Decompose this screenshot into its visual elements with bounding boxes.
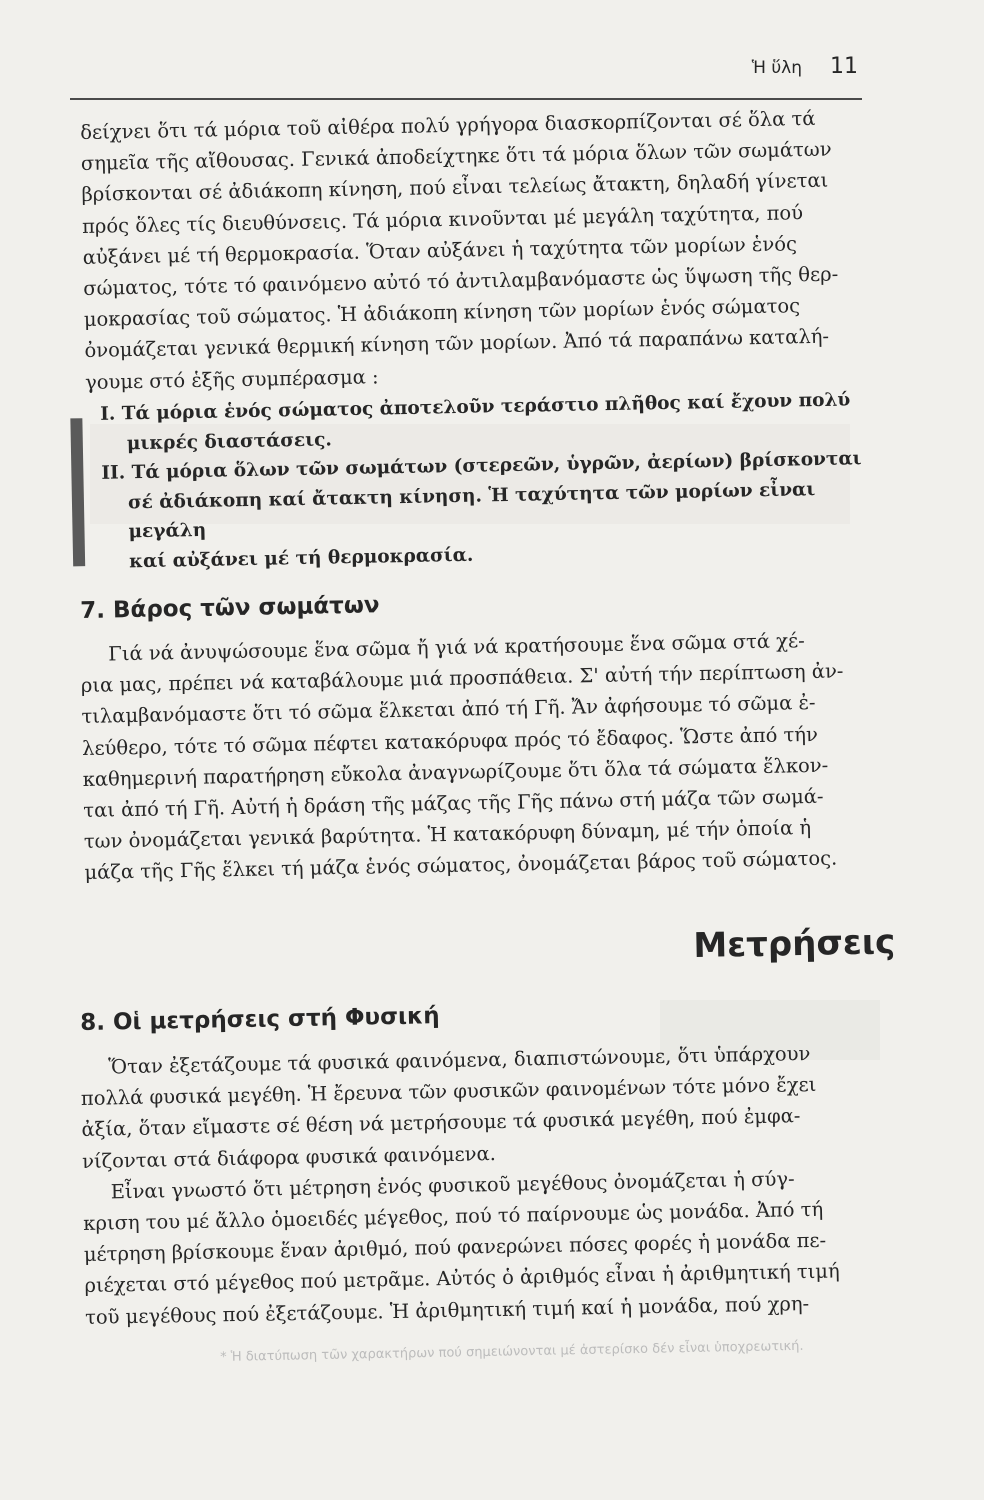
section-7-body [80, 624, 885, 889]
text-line: ρια μας, πρέπει νά καταβάλουμε μιά προσπάθεια. Σ' αὐτή τήν περίπτωση ἀν- [80, 659, 844, 698]
text-line: λεύθερο, τότε τό σῶμα πέφτει κατακόρυφα πρός τό ἔδαφος. Ὥστε ἀπό τήν [81, 722, 819, 760]
conclusions-box [92, 385, 895, 577]
page-header [70, 52, 862, 100]
footnote: * Ἡ διατύπωση τῶν χαρακτήρων πού σημειώνονται μέ ἀστερίσκο δέν εἶναι ὑποχρεωτική. [220, 1338, 804, 1365]
running-title: Ἡ ὕλη [751, 58, 802, 78]
section-8-title: 8. Οἱ μετρήσεις στή Φυσική [80, 1003, 440, 1036]
conclusion-line: I. Τά μόρια ἑνός σώματος ἀποτελοῦν τεράστιο πλῆθος καί ἔχουν πολύ [100, 389, 851, 425]
conclusion-line: II. Τά μόρια ὅλων τῶν σωμάτων (στερεῶν, ὑγρῶν, ἀερίων) βρίσκονται [101, 448, 862, 484]
text-line: τιλαμβανόμαστε ὅτι τό σῶμα ἕλκεται ἀπό τή Γῆ. Ἄν ἀφήσουμε τό σῶμα ἐ- [81, 691, 816, 729]
text-line: γουμε στό ἑξῆς συμπέρασμα : [84, 364, 379, 394]
marginal-heading: Μετρήσεις [693, 922, 896, 966]
text-line: μοκρασίας τοῦ σώματος. Ἡ ἀδιάκοπη κίνηση τῶν μορίων ἑνός σώματος [83, 294, 801, 332]
text-line: κριση του μέ ἄλλο ὁμοειδές μέγεθος, πού τό παίρνουμε ὡς μονάδα. Ἀπό τή [83, 1197, 824, 1235]
conclusion-line: σέ ἀδιάκοπη καί ἄτακτη κίνηση. Ἡ ταχύτητα τῶν μορίων εἶναι μεγάλη [127, 478, 816, 543]
text-line: μάζα τῆς Γῆς ἕλκει τή μάζα ἑνός σώματος, ὀνομάζεται βάρος τοῦ σώματος. [84, 846, 838, 885]
section-7-title: 7. Βάρος τῶν σωμάτων [80, 592, 380, 624]
highlight-bar [70, 418, 85, 566]
text-line: Εἶναι γνωστό ὅτι μέτρηση ἑνός φυσικοῦ μεγέθους ὀνομάζεται ἡ σύγ- [110, 1167, 795, 1204]
text-line: νίζονται στά διάφορα φυσικά φαινόμενα. [81, 1141, 497, 1173]
text-line: των ὀνομάζεται γενικά βαρύτητα. Ἡ κατακόρυφη δύναμη, μέ τήν ὁποία ἡ [83, 816, 812, 854]
text-line: σημεῖα τῆς αἴθουσας. Γενικά ἀποδείχτηκε ὅτι τά μόρια ὅλων τῶν σωμάτων [80, 137, 832, 176]
page-number: 11 [830, 54, 858, 79]
text-line: ται ἀπό τή Γῆ. Αὐτή ἡ δράση τῆς μάζας τῆς Γῆς πάνω στή μάζα τῶν σωμά- [83, 784, 824, 822]
intro-paragraph [80, 102, 885, 398]
conclusion-line: καί αὐξάνει μέ τή θερμοκρασία. [128, 544, 474, 572]
text-line: καθημερινή παρατήρηση εὔκολα ἀναγνωρίζουμε ὅτι ὅλα τά σώματα ἕλκον- [82, 753, 829, 791]
section-8-body [80, 1037, 885, 1333]
text-line: πρός ὅλες τίς διευθύνσεις. Τά μόρια κινοῦνται μέ μεγάλη ταχύτητα, πού [81, 200, 804, 238]
text-line: μέτρηση βρίσκουμε ἕναν ἀριθμό, πού φανερώνει πόσες φορές ἡ μονάδα πε- [83, 1228, 827, 1267]
text-line: βρίσκονται σέ ἀδιάκοπη κίνηση, πού εἶναι τελείως ἄτακτη, δηλαδή γίνεται [81, 169, 829, 207]
text-line: ἀξία, ὅταν εἴμαστε σέ θέση νά μετρήσουμε τά φυσικά μεγέθη, πού ἐμφα- [81, 1104, 801, 1142]
text-line: Γιά νά ἀνυψώσουμε ἕνα σῶμα ἤ γιά νά κρατήσουμε ἕνα σῶμα στά χέ- [108, 629, 805, 666]
text-line: δείχνει ὅτι τά μόρια τοῦ αἰθέρα πολύ γρήγορα διασκορπίζονται σέ ὅλα τά [80, 106, 816, 144]
text-line: τοῦ μεγέθους πού ἐξετάζουμε. Ἡ ἀριθμητική τιμή καί ἡ μονάδα, πού χρη- [84, 1291, 810, 1329]
text-line: Ὅταν ἐξετάζουμε τά φυσικά φαινόμενα, διαπιστώνουμε, ὅτι ὑπάρχουν [108, 1041, 811, 1079]
text-line: ριέχεται στό μέγεθος πού μετρᾶμε. Αὐτός ὁ ἀριθμός εἶναι ἡ ἀριθμητική τιμή [84, 1259, 840, 1298]
text-line: αὐξάνει μέ τή θερμοκρασία. Ὅταν αὐξάνει ἡ ταχύτητα τῶν μορίων ἑνός [82, 232, 798, 269]
text-line: πολλά φυσικά μεγέθη. Ἡ ἔρευνα τῶν φυσικῶν φαινομένων τότε μόνο ἔχει [80, 1073, 817, 1111]
text-line: σώματος, τότε τό φαινόμενο αὐτό τό ἀντιλαμβανόμαστε ὡς ὕψωση τῆς θερ- [83, 262, 839, 300]
text-line: ὀνομάζεται γενικά θερμική κίνηση τῶν μορίων. Ἀπό τά παραπάνω καταλή- [84, 325, 830, 363]
conclusion-line: μικρές διαστάσεις. [126, 428, 333, 454]
